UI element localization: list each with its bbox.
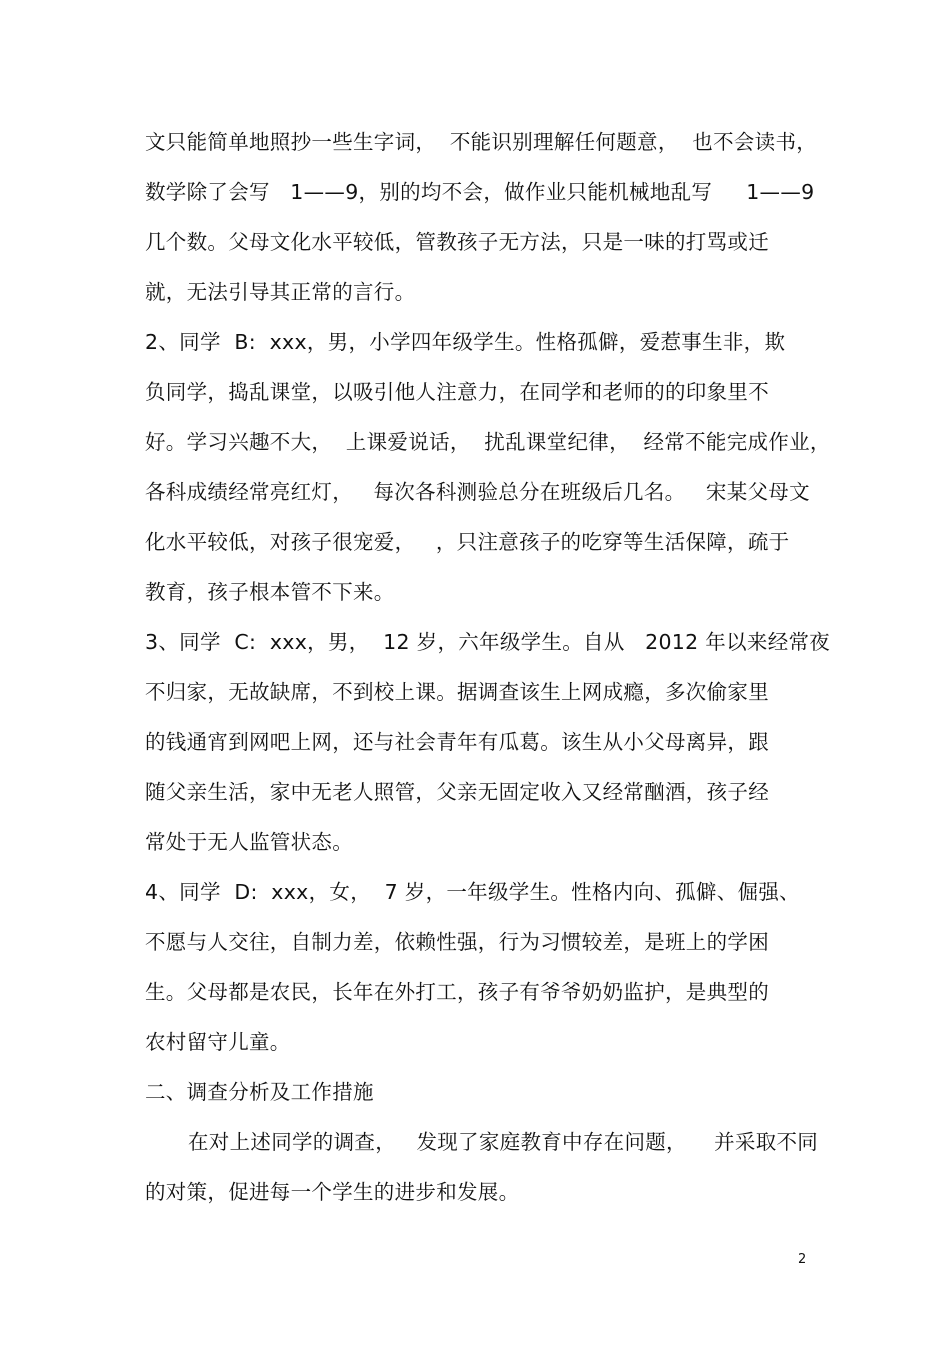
section-heading: 二、调查分析及工作措施 (145, 1080, 374, 1104)
text-line: 化水平较低，对孩子很宠爱， ，只注意孩子的吃穿等生活保障，疏于 (145, 530, 790, 554)
text-line: 不归家，无故缺席，不到校上课。据调查该生上网成瘾，多次偷家里 (145, 680, 769, 704)
text-line: 农村留守儿童。 (145, 1030, 291, 1054)
text-line: 在对上述同学的调查， 发现了家庭教育中存在问题， 并采取不同 (188, 1130, 819, 1154)
text-line: 教育，孩子根本管不下来。 (145, 580, 395, 604)
text-line: 数学除了会写 1——9，别的均不会，做作业只能机械地乱写 1——9 (145, 180, 815, 204)
text-line: 几个数。父母文化水平较低，管教孩子无方法，只是一味的打骂或迁 (145, 230, 769, 254)
text-line: 好。学习兴趣不大， 上课爱说话， 扰乱课堂纪律， 经常不能完成作业， (145, 430, 831, 454)
text-line: 的对策，促进每一个学生的进步和发展。 (145, 1180, 520, 1204)
text-line: 常处于无人监管状态。 (145, 830, 353, 854)
text-line: 随父亲生活，家中无老人照管，父亲无固定收入又经常酗酒，孩子经 (145, 780, 769, 804)
text-line: 负同学，捣乱课堂，以吸引他人注意力，在同学和老师的的印象里不 (145, 380, 769, 404)
text-line: 4、同学 D: xxx，女， 7 岁，一年级学生。性格内向、孤僻、倔强、 (145, 880, 800, 904)
text-line: 生。父母都是农民，长年在外打工，孩子有爷爷奶奶监护，是典型的 (145, 980, 769, 1004)
text-line: 2、同学 B: xxx，男，小学四年级学生。性格孤僻，爱惹事生非，欺 (145, 330, 786, 354)
text-line: 就，无法引导其正常的言行。 (145, 280, 416, 304)
text-line: 3、同学 C: xxx，男， 12 岁，六年级学生。自从 2012 年以来经常夜 (145, 630, 831, 654)
text-line: 文只能简单地照抄一些生字词， 不能识别理解任何题意， 也不会读书， (145, 130, 818, 154)
page-number: 2 (798, 1252, 807, 1267)
text-line: 各科成绩经常亮红灯， 每次各科测验总分在班级后几名。 宋某父母文 (145, 480, 810, 504)
text-line: 不愿与人交往，自制力差，依赖性强，行为习惯较差，是班上的学困 (145, 930, 769, 954)
text-line: 的钱通宵到网吧上网，还与社会青年有瓜葛。该生从小父母离异，跟 (145, 730, 769, 754)
